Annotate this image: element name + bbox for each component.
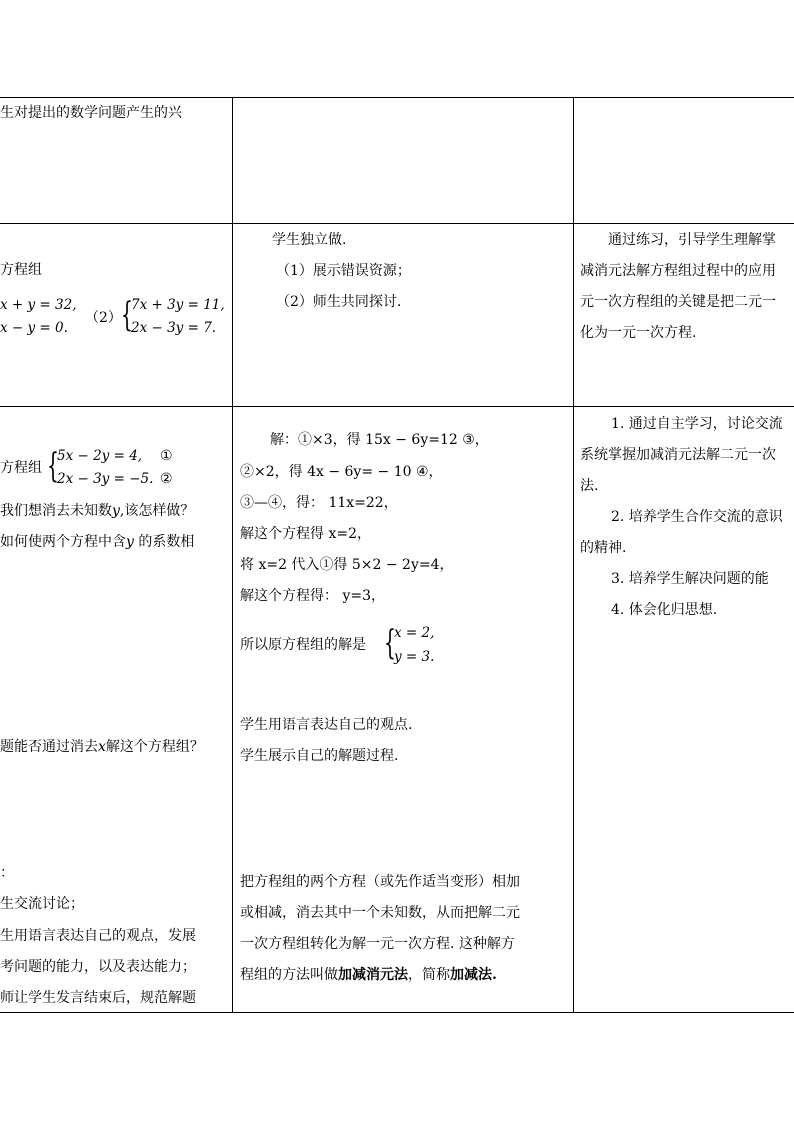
- row-divider-1: [0, 223, 794, 224]
- row3-mid-solution-x: x = 2,: [394, 625, 435, 641]
- row3-mid-solution-step3: ③—④，得： 11x=22，: [240, 495, 398, 511]
- row-divider-2: [0, 406, 794, 407]
- row2-right-line2: 减消元法解方程组过程中的应用: [580, 263, 776, 279]
- row3-mid-solution-step2: ②×2，得 4x − 6y= − 10 ④，: [240, 464, 443, 480]
- row3-right-line4: 2. 培养学生合作交流的意识: [611, 509, 783, 525]
- row3-mid-term-elimination: 加减消元法: [338, 967, 408, 983]
- row3-left-question1-b: ,该怎样做？: [119, 503, 195, 519]
- row3-left-question3-a: 题能否通过消去: [0, 739, 98, 755]
- row3-mid-term-short: 加减法: [450, 967, 492, 983]
- row3-left-system-line1: 5x − 2y = 4,: [57, 448, 143, 464]
- row2-right-line4: 化为一元一次方程.: [580, 325, 697, 341]
- row3-left-note4: 考问题的能力，以及表达能力；: [0, 959, 196, 975]
- row2-mid-line2: （1）展示错误资源；: [276, 263, 411, 279]
- row3-left-system-label: 方程组: [0, 460, 42, 476]
- row3-left-question2-a: 如何使两个方程中含: [0, 534, 126, 550]
- row3-mid-definition1: 把方程组的两个方程（或先作适当变形）相加: [240, 874, 520, 890]
- row2-left-title: 方程组: [0, 262, 42, 278]
- row2-system1-line2: x − y = 0.: [0, 320, 68, 336]
- row2-system2-label: （2）: [85, 310, 122, 326]
- row3-left-note3: 生用语言表达自己的观点，发展: [0, 928, 196, 944]
- row3-left-question2-b: 的系数相: [133, 534, 195, 550]
- row3-mid-solution-y: y = 3.: [394, 649, 435, 665]
- row2-system1-line1: x + y = 32,: [0, 297, 77, 313]
- row3-mid-definition2: 或相减，消去其中一个未知数，从而把解二元: [240, 905, 520, 921]
- row3-mid-definition4-a: 程组的方法叫做: [240, 967, 338, 983]
- row3-left-note5: 师让学生发言结束后，规范解题: [0, 990, 196, 1006]
- row3-left-question1-a: 我们想消去未知数: [0, 503, 112, 519]
- row2-right-line3: 元一次方程组的关键是把二元一: [580, 294, 776, 310]
- row3-right-line2: 系统掌握加减消元法解二元一次: [580, 447, 776, 463]
- row3-mid-solution-step1: 解：①×3，得 15x − 6y=12 ③，: [270, 432, 489, 448]
- row3-left-system-line2: 2x − 3y = −5.: [57, 471, 154, 487]
- row3-left-question1: [0, 502, 194, 520]
- row3-right-line7: 4. 体会化归思想.: [611, 602, 718, 618]
- row3-mid-solution-step4: 解这个方程得 x=2，: [240, 526, 371, 542]
- row3-mid-solution-brace: {: [384, 623, 396, 663]
- row3-right-line5: 的精神.: [580, 540, 627, 556]
- row3-mid-definition4-c: ，简称: [408, 967, 450, 983]
- row3-mid-process2: 学生展示自己的解题过程.: [240, 748, 399, 764]
- row3-mid-process1: 学生用语言表达自己的观点.: [240, 717, 413, 733]
- column-divider-2: [573, 97, 574, 1013]
- row3-left-system-brace: {: [47, 446, 59, 486]
- row3-mid-definition4: [240, 966, 497, 984]
- table-border-top: [0, 97, 794, 98]
- row3-left-question2: [0, 533, 194, 551]
- row3-left-question1-var: y: [112, 503, 120, 519]
- row1-left-text: 生对提出的数学问题产生的兴: [0, 105, 182, 121]
- row3-right-line3: 法.: [580, 478, 599, 494]
- row3-right-line1: 1. 通过自主学习，讨论交流: [611, 416, 783, 432]
- row2-right-line1: 通过练习，引导学生理解掌: [608, 232, 776, 248]
- row3-mid-definition4-end: .: [492, 967, 497, 983]
- column-divider-1: [232, 97, 233, 1013]
- row2-mid-line1: 学生独立做.: [272, 232, 347, 248]
- row3-left-system-line2-num: ②: [160, 471, 173, 487]
- row3-left-system-line1-num: ①: [160, 448, 173, 464]
- row3-left-note2: 生交流讨论；: [0, 896, 84, 912]
- row3-right-line6: 3. 培养学生解决问题的能: [611, 571, 769, 587]
- row3-left-question2-var: y: [126, 534, 134, 550]
- row3-left-question3-var: x: [98, 739, 106, 755]
- row3-mid-definition3: 一次方程组转化为解一元一次方程. 这种解方: [240, 936, 515, 952]
- row2-system2-line2: 2x − 3y = 7.: [131, 320, 217, 336]
- row3-mid-solution-step7: 所以原方程组的解是: [240, 637, 366, 653]
- row3-left-question3-b: 解这个方程组？: [105, 739, 204, 755]
- row2-system2-line1: 7x + 3y = 11,: [131, 297, 225, 313]
- row2-mid-line3: （2）师生共同探讨.: [276, 294, 402, 310]
- row3-mid-solution-step6: 解这个方程得： y=3，: [240, 588, 385, 604]
- row3-left-question3: [0, 738, 204, 756]
- row3-mid-solution-step5: 将 x=2 代入①得 5×2 − 2y=4，: [240, 557, 454, 573]
- row2-system2-brace: {: [121, 295, 133, 335]
- table-border-bottom: [0, 1012, 794, 1013]
- row3-left-note1: ：: [0, 865, 14, 881]
